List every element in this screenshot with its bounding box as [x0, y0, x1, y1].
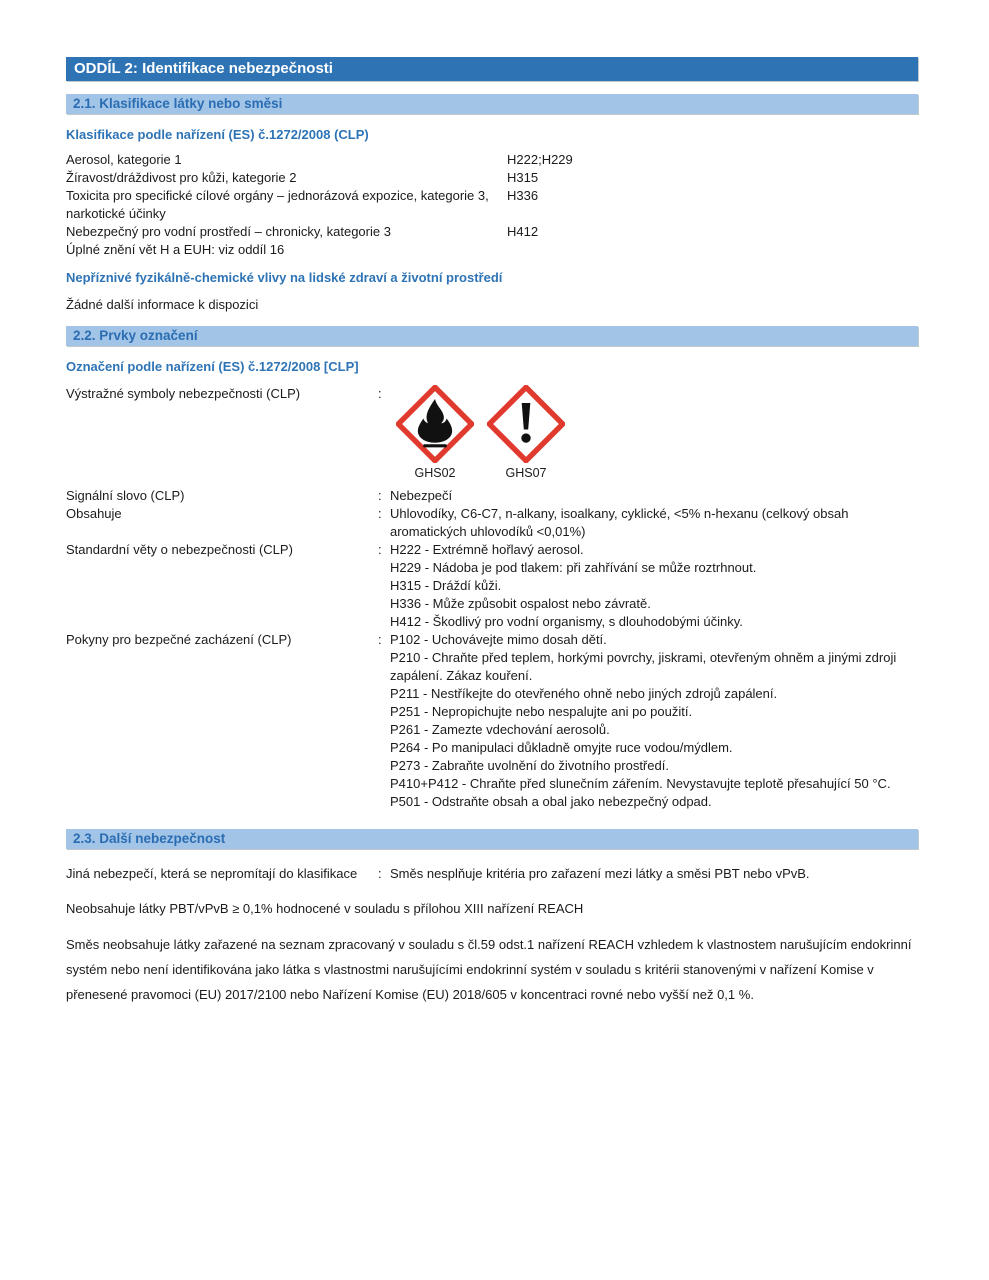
ghs02-pictogram — [394, 385, 476, 481]
subsection-2-2-bar — [66, 326, 918, 346]
precautionary-statement: P251 - Nepropichujte nebo nespalujte ani po použití. — [390, 704, 693, 719]
precautionary-statement: P210 - Chraňte před teplem, horkými povrchy, jiskrami, otevřeným ohněm a jinými zdroji zapálení. Zákaz kouření. — [390, 650, 897, 683]
hazard-statements-row — [66, 541, 918, 631]
hazard-statement: H412 - Škodlivý pro vodní organismy, s dlouhodobými účinky. — [390, 614, 743, 629]
ghs02-code-label: GHS02 — [414, 466, 456, 480]
pictogram-strip — [390, 385, 918, 481]
subsection-2-3-bar — [66, 829, 918, 849]
classification-row — [66, 223, 918, 241]
labelling-regulation-heading: Označení podle nařízení (ES) č.1272/2008 [CLP] — [66, 359, 359, 374]
hazard-class-label: Žíravost/dráždivost pro kůži, kategorie 2 — [66, 170, 297, 185]
classification-row — [66, 151, 918, 169]
contains-label: Obsahuje — [66, 506, 122, 521]
hazard-class-label: Aerosol, kategorie 1 — [66, 152, 182, 167]
colon-separator: : — [378, 506, 382, 521]
precautionary-statement: P264 - Po manipulaci důkladně omyjte ruce vodou/mýdlem. — [390, 740, 733, 755]
hazard-pictograms-label: Výstražné symboly nebezpečnosti (CLP) — [66, 386, 301, 401]
colon-separator: : — [378, 866, 382, 881]
subsection-2-2-title: 2.2. Prvky označení — [73, 328, 198, 343]
section-2-content — [66, 57, 918, 1007]
other-hazards-value: Směs nesplňuje kritéria pro zařazení mezi látky a směsi PBT nebo vPvB. — [390, 866, 810, 881]
hazard-class-label: Toxicita pro specifické cílové orgány – jednorázová expozice, kategorie 3, narkotické účinky — [66, 188, 489, 221]
section-2-title: ODDÍL 2: Identifikace nebezpečnosti — [74, 60, 333, 77]
subsection-2-1-title: 2.1. Klasifikace látky nebo směsi — [73, 96, 283, 111]
classification-row — [66, 169, 918, 187]
hazard-codes: H222;H229 — [507, 152, 573, 167]
classification-regulation-heading: Klasifikace podle nařízení (ES) č.1272/2008 (CLP) — [66, 127, 369, 142]
classification-table — [66, 151, 918, 259]
subsection-2-3-title: 2.3. Další nebezpečnost — [73, 831, 226, 846]
other-hazards-label: Jiná nebezpečí, která se nepromítají do klasifikace — [66, 866, 358, 881]
ghs07-code-label: GHS07 — [505, 466, 547, 480]
precautionary-statement: P261 - Zamezte vdechování aerosolů. — [390, 722, 610, 737]
precautionary-statement: P501 - Odstraňte obsah a obal jako nebezpečný odpad. — [390, 794, 712, 809]
signal-word-label: Signální slovo (CLP) — [66, 488, 185, 503]
hazard-statement: H336 - Může způsobit ospalost nebo závratě. — [390, 596, 651, 611]
exclamation-icon — [485, 385, 567, 463]
hazard-codes: H336 — [507, 188, 539, 203]
flame-icon — [394, 385, 476, 463]
precautionary-statement: P273 - Zabraňte uvolnění do životního prostředí. — [390, 758, 669, 773]
ghs07-pictogram — [485, 385, 567, 481]
precautionary-statement: P211 - Nestříkejte do otevřeného ohně nebo jiných zdrojů zapálení. — [390, 686, 778, 701]
section-2-header-bar — [66, 57, 918, 81]
hazard-statement: H229 - Nádoba je pod tlakem: při zahřívání se může roztrhnout. — [390, 560, 757, 575]
hazard-statement: H222 - Extrémně hořlavý aerosol. — [390, 542, 584, 557]
colon-separator: : — [378, 632, 382, 647]
hazard-codes: H412 — [507, 224, 539, 239]
precautionary-statements-row — [66, 631, 918, 811]
endocrine-disruptor-note: Směs neobsahuje látky zařazené na seznam zpracovaný v souladu s čl.59 odst.1 nařízení REACH vzhledem k vlastnostem narušujícím endokrinní systém nebo není identifikována jako látka s vlastnostmi narušujícími endokrinní systém v souladu s kritérii stanovenými v nařízení Komise v přenesené pravomoci (EU) 2017/2100 nebo Nařízení Komise (EU) 2018/605 v koncentraci rovné nebo vyšší než 0,1 %. — [66, 937, 912, 1002]
signal-word-value: Nebezpečí — [390, 488, 453, 503]
colon-separator: : — [378, 386, 382, 401]
contains-value: Uhlovodíky, C6-C7, n-alkany, isoalkany, cyklické, <5% n-hexanu (celkový obsah aromatických uhlovodíků <0,01%) — [390, 506, 849, 539]
classification-row — [66, 187, 918, 223]
full-text-reference-note: Úplné znění vět H a EUH: viz oddíl 16 — [66, 242, 285, 257]
hazard-pictograms-row — [66, 385, 918, 481]
contains-row — [66, 505, 918, 541]
hazard-class-label: Nebezpečný pro vodní prostředí – chronicky, kategorie 3 — [66, 224, 391, 239]
precautionary-statements-label: Pokyny pro bezpečné zacházení (CLP) — [66, 632, 292, 647]
hazard-codes: H315 — [507, 170, 539, 185]
hazard-statements-label: Standardní věty o nebezpečnosti (CLP) — [66, 542, 293, 557]
colon-separator: : — [378, 542, 382, 557]
hazard-statement: H315 - Dráždí kůži. — [390, 578, 502, 593]
precautionary-statement: P410+P412 - Chraňte před slunečním zářením. Nevystavujte teplotě přesahující 50 °C. — [390, 776, 891, 791]
adverse-effects-heading: Nepříznivé fyzikálně-chemické vlivy na lidské zdraví a životní prostředí — [66, 270, 503, 285]
adverse-effects-text: Žádné další informace k dispozici — [66, 297, 259, 312]
subsection-2-1-bar — [66, 94, 918, 114]
other-hazards-row — [66, 865, 918, 883]
signal-word-row — [66, 487, 918, 505]
pbt-vpvb-note: Neobsahuje látky PBT/vPvB ≥ 0,1% hodnocené v souladu s přílohou XIII nařízení REACH — [66, 901, 584, 916]
precautionary-statement: P102 - Uchovávejte mimo dosah dětí. — [390, 632, 607, 647]
colon-separator: : — [378, 488, 382, 503]
